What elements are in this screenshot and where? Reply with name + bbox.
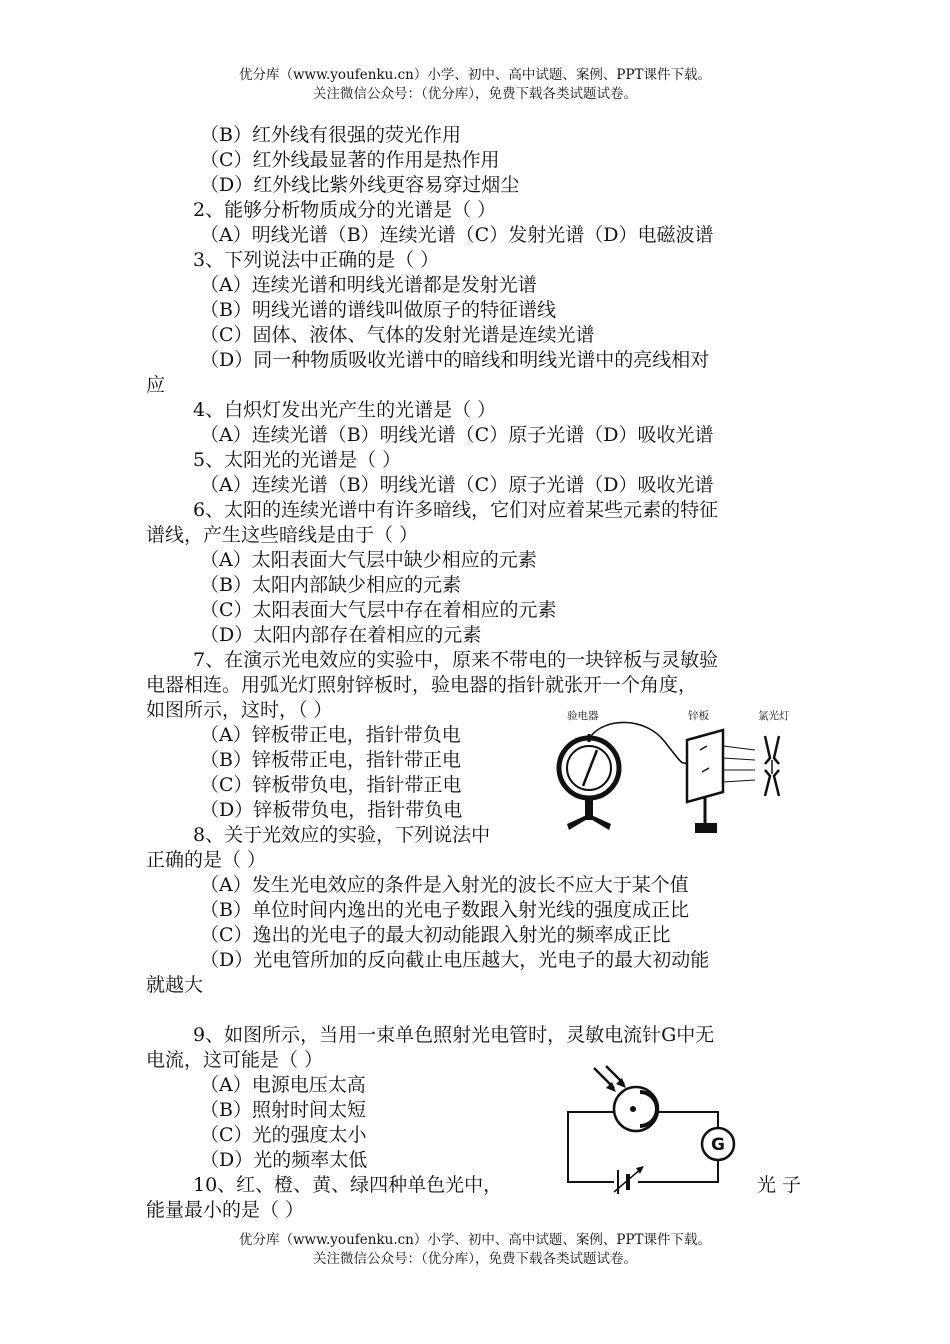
q7-stem-cont-2: 如图所示，这时，（ ） xyxy=(146,699,333,721)
electroscope-label: 验电器 xyxy=(567,710,599,722)
q8-stem: 8、关于光效应的实验，下列说法中 xyxy=(193,824,491,846)
lamp-label: 氯光灯 xyxy=(758,710,790,722)
circuit-wire-left xyxy=(568,1112,614,1182)
q7-option-b: （B）锌板带正电，指针带正电 xyxy=(200,749,461,771)
header-line-1: 优分库（www.youfenku.cn）小学、初中、高中试题、案例、PPT课件下载。 xyxy=(238,67,712,83)
q10-stem-cont: 能量最小的是（ ） xyxy=(146,1199,305,1221)
q9-stem: 9、如图所示，当用一束单色照射光电管时，灵敏电流针G中无 xyxy=(193,1024,715,1046)
q6-stem-cont: 谱线，产生这些暗线是由于（ ） xyxy=(146,524,419,546)
q8-option-b: （B）单位时间内逸出的光电子数跟入射光线的强度成正比 xyxy=(200,899,689,921)
q8-option-d: （D）光电管所加的反向截止电压越大，光电子的最大初动能 xyxy=(200,949,710,971)
q9-option-c: （C）光的强度太小 xyxy=(200,1124,367,1146)
q1-option-c: （C）红外线最显著的作用是热作用 xyxy=(200,149,500,171)
footer-line-1: 优分库（www.youfenku.cn）小学、初中、高中试题、案例、PPT课件下载。 xyxy=(238,1232,712,1248)
q2-stem: 2、能够分析物质成分的光谱是（ ） xyxy=(193,199,497,221)
incident-light-arrows-icon xyxy=(594,1066,626,1092)
zinc-plate-icon xyxy=(687,730,755,833)
q3-option-d-cont: 应 xyxy=(146,374,166,396)
q1-option-b: （B）红外线有很强的荧光作用 xyxy=(200,124,461,146)
galvanometer-label: G xyxy=(711,1135,725,1155)
q3-option-c: （C）固体、液体、气体的发射光谱是连续光谱 xyxy=(200,324,595,346)
q6-option-c: （C）太阳表面大气层中存在着相应的元素 xyxy=(200,599,557,621)
photoelectric-demo-figure xyxy=(555,706,800,842)
q7-option-d: （D）锌板带负电，指针带负电 xyxy=(200,799,463,821)
q9-stem-cont: 电流，这可能是（ ） xyxy=(146,1049,324,1071)
q7-option-c: （C）锌板带负电，指针带正电 xyxy=(200,774,462,796)
q1-option-d: （D）红外线比紫外线更容易穿过烟尘 xyxy=(200,174,520,196)
phototube-circuit-figure xyxy=(556,1064,746,1198)
q4-options: （A）连续光谱（B）明线光谱（C）原子光谱（D）吸收光谱 xyxy=(200,424,714,446)
q7-stem-cont-1: 电器相连。用弧光灯照射锌板时，验电器的指针就张开一个角度， xyxy=(146,674,698,696)
q3-option-a: （A）连续光谱和明线光谱都是发射光谱 xyxy=(200,274,537,296)
arc-lamp-icon xyxy=(765,736,779,796)
q8-option-c: （C）逸出的光电子的最大初动能跟入射光的频率成正比 xyxy=(200,924,671,946)
q9-option-d: （D）光的频率太低 xyxy=(200,1149,368,1171)
phototube-icon xyxy=(614,1087,658,1131)
q6-stem: 6、太阳的连续光谱中有许多暗线，它们对应着某些元素的特征 xyxy=(193,499,719,521)
q8-option-a: （A）发生光电效应的条件是入射光的波长不应大于某个值 xyxy=(200,874,689,896)
q3-option-b: （B）明线光谱的谱线叫做原子的特征谱线 xyxy=(200,299,556,321)
q6-option-d: （D）太阳内部存在着相应的元素 xyxy=(200,624,482,646)
electroscope-icon xyxy=(559,734,619,830)
q6-option-a: （A）太阳表面大气层中缺少相应的元素 xyxy=(200,549,537,571)
q10-stem-right: 光 子 xyxy=(757,1174,802,1196)
q3-stem: 3、下列说法中正确的是（ ） xyxy=(193,249,440,271)
q8-stem-cont: 正确的是（ ） xyxy=(146,849,267,871)
q9-option-b: （B）照射时间太短 xyxy=(200,1099,366,1121)
q6-option-b: （B）太阳内部缺少相应的元素 xyxy=(200,574,461,596)
galvanometer-icon xyxy=(702,1128,734,1160)
q8-option-d-cont: 就越大 xyxy=(146,974,204,996)
circuit-wire-right xyxy=(658,1112,718,1128)
zinc-plate-label: 锌板 xyxy=(688,710,709,722)
q7-stem: 7、在演示光电效应的实验中，原来不带电的一块锌板与灵敏验 xyxy=(193,649,719,671)
header-line-2: 关注微信公众号：（优分库），免费下载各类试题试卷。 xyxy=(313,86,637,102)
q2-options: （A）明线光谱（B）连续光谱（C）发射光谱（D）电磁波谱 xyxy=(200,224,714,246)
battery-icon xyxy=(614,1166,644,1194)
q10-stem: 10、红、橙、黄、绿四种单色光中， xyxy=(193,1174,503,1196)
q5-stem: 5、太阳光的光谱是（ ） xyxy=(193,449,402,471)
circuit-wire-bottom xyxy=(638,1160,718,1182)
q7-option-a: （A）锌板带正电，指针带负电 xyxy=(200,724,461,746)
footer-line-2: 关注微信公众号：（优分库），免费下载各类试题试卷。 xyxy=(313,1251,637,1267)
q3-option-d: （D）同一种物质吸收光谱中的暗线和明线光谱中的亮线相对 xyxy=(200,349,710,371)
q4-stem: 4、白炽灯发出光产生的光谱是（ ） xyxy=(193,399,497,421)
q9-option-a: （A）电源电压太高 xyxy=(200,1074,366,1096)
q5-options: （A）连续光谱（B）明线光谱（C）原子光谱（D）吸收光谱 xyxy=(200,474,714,496)
